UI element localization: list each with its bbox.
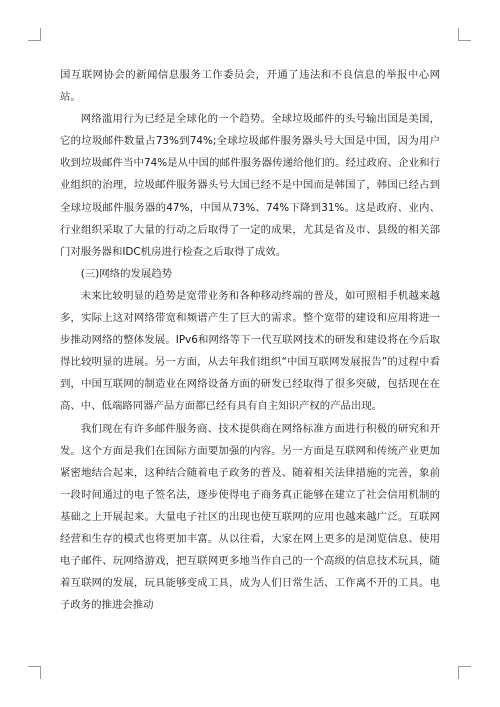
crop-mark-bottom-right <box>458 666 471 679</box>
paragraph-standards-integration: 我们现在有许多邮件服务商、技术提供商在网络标准方面进行积极的研究和开发。这个方面是我们在国际方面要加强的内容。另一方面是互联网和传统产业更加紧密地结合起来，这种结合随着电子政务的普及、随着相关法律措施的完善，象前一段时间通过的电子签名法，逐步使得电子商务真正能够在建立了社会信用机制的基础之上开展起来。大量电子社区的出现也使互联网的应用也越来越广泛。互联网经营和生存的模式也将更加丰富。从以往看，大家在网上更多的是浏览信息、使用电子邮件、玩网络游戏，把互联网更多地当作自己的一个高级的信息技术玩具，随着互联网的发展，玩具能够变成工具，成为人们日常生活、工作离不开的工具。电子政务的推进会推动 <box>60 422 440 612</box>
paragraph-future-trends: 未来比较明显的趋势是宽带业务和各种移动终端的普及，如可照相手机越来越多，实际上这对网络带宽和频谱产生了巨大的需求。整个宽带的建设和应用将进一步推动网络的整体发展。IPv6和网络等下一代互联网技术的研发和建设将在今后取得比较明显的进展。另一方面，从去年我们组织“中国互联网发展报告”的过程中看到，中国互联网的制造业在网络设备方面的研发已经取得了很多突破，包括现在在高、中、低端路同器产品方面都已经有具有自主知识产权的产品出现。 <box>60 289 440 413</box>
section-heading-trends: (三)网络的发展趋势 <box>80 267 173 280</box>
crop-mark-top-right <box>458 28 471 41</box>
crop-mark-bottom-left <box>28 666 41 679</box>
paragraph-continuation: 国互联网协会的新闻信息服务工作委员会，开通了违法和不良信息的举报中心网站。 <box>60 69 440 104</box>
paragraph-network-abuse: 网络滥用行为已经是全球化的一个趋势。全球垃圾邮件的头号输出国是美国，它的垃圾邮件数量占73%到74%;全球垃圾邮件服务器头号大国是中国，因为用户收到垃圾邮件当中74%是从中国的邮件服务器传递给他们的。经过政府、企业和行业组织的治理，垃圾邮件服务器头号大国已经不是中国而是韩国了，韩国已经占到全球垃圾邮件服务器的47%，中国从73%、74%下降到31%。这是政府、业内、行业组织采取了大量的行动之后取得了一定的成果，尤其是省及市、县级的相关部门对服务器和IDC机房进行检查之后取得了成效。 <box>60 113 440 258</box>
crop-mark-top-left <box>28 28 41 41</box>
page-body <box>60 64 440 616</box>
